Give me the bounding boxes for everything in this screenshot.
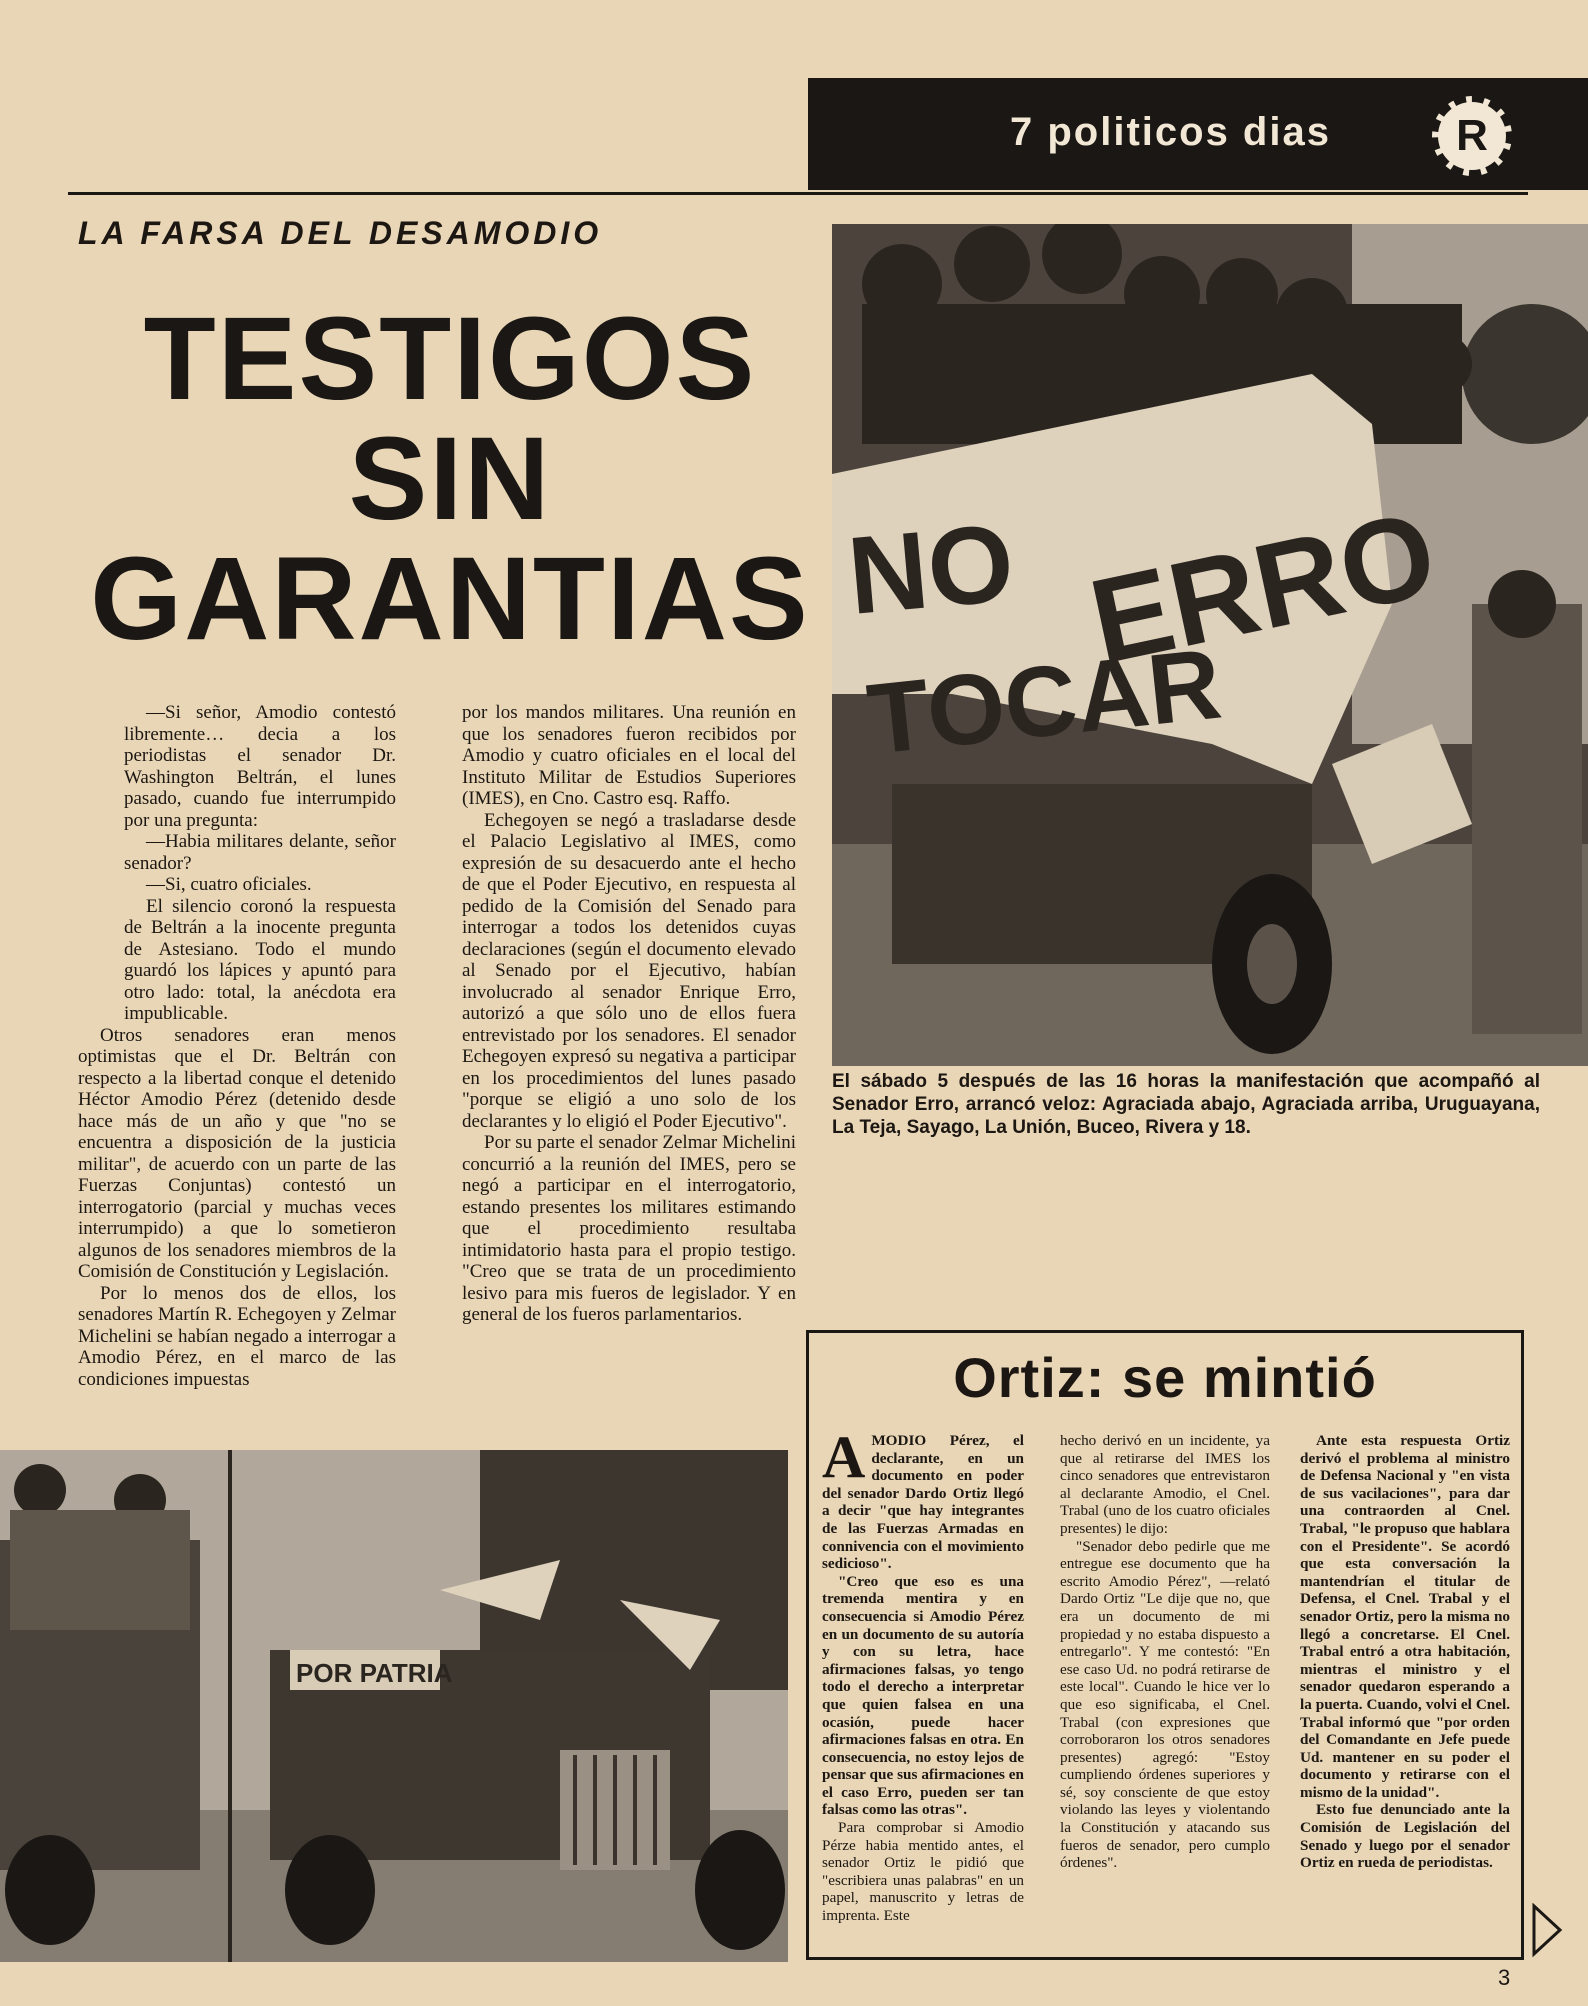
article-column-1 bbox=[78, 702, 396, 1390]
paragraph: El silencio coronó la respuesta de Beltrán a la inocente pregunta de Astesiano. Todo el mundo guardó los lápices y apuntó para otro lado: total, la anécdota era impublicable. bbox=[124, 895, 396, 1024]
paragraph: Por su parte el senador Zelmar Michelini concurrió a la reunión del IMES, pero se negó a participar en el interrogatorio, estando presentes los militares estimando que el procedimiento resultaba intimidatorio hasta para el propio testigo. "Creo que se trata de un procedimiento lesivo para mis fueros de legislador. Y en general de los fueros parlamentarios. bbox=[462, 1132, 796, 1325]
paragraph: hecho derivó en un incidente, ya que al retirarse del IMES los cinco senadores que entrevistaron al declarante Amodio, el Cnel. Trabal (uno de los cuatro oficiales presentes) le dijo: bbox=[1060, 1432, 1270, 1537]
sidebar-column-2 bbox=[1060, 1432, 1270, 1872]
paragraph: Para comprobar si Amodio Pérze habia mentido antes, el senador Ortiz le pidió que "escribiera unas palabras" en un papel, manuscrito y letras de imprenta. Este bbox=[822, 1819, 1024, 1925]
headline-line-3: GARANTIAS bbox=[90, 533, 810, 665]
sidebar-column-3 bbox=[1300, 1432, 1510, 1872]
article-kicker: LA FARSA DEL DESAMODIO bbox=[78, 215, 603, 251]
page-number: 3 bbox=[1498, 1965, 1511, 1990]
paragraph: "Creo que eso es una tremenda mentira y en consecuencia si Amodio Pérez en un documento de su autoría y con su letra, hace afirmaciones falsas, yo tengo todo el derecho a interpretar que quien falsea en una ocasión, puede hacer afirmaciones falsas en otra. En consecuencia, no estoy lejos de pensar que sus afirmaciones en el caso Erro, pueden ser tan falsas como las otras". bbox=[822, 1572, 1024, 1819]
article-headline bbox=[60, 293, 840, 665]
sidebar-column-1 bbox=[822, 1424, 1024, 1925]
paragraph: Echegoyen se negó a trasladarse desde el Palacio Legislativo al IMES, como expresión de su desacuerdo ante el hecho de que el Poder Ejecutivo, en respuesta al pedido de la Comisión del Senado para interrogar a todos los detenidos cuyas declaraciones (según el documento elevado al Senado por el Ejecutivo, habían involucrado al senador Enrique Erro, autorizó a que sólo uno de ellos fuera entrevistado por los senadores. El senador Echegoyen expresó su negativa a participar en los procedimientos del lunes pasado "porque se eligió a uno solo de los declarantes y lo eligió el Poder Ejecutivo". bbox=[462, 809, 796, 1132]
header-rule bbox=[68, 192, 1528, 195]
protest-truck-photo bbox=[832, 224, 1588, 1066]
caravan-trucks-photo bbox=[0, 1450, 788, 1962]
photo-caption: El sábado 5 después de las 16 horas la manifestación que acompañó al Senador Erro, arrancó veloz: Agraciada abajo, Agraciada arriba, Uruguayana, La Teja, Sayago, La Unión, Buceo, Rivera y 18. bbox=[832, 1071, 1540, 1138]
paragraph: por los mandos militares. Una reunión en que los senadores fueron recibidos por Amodio y cuatro oficiales en el local del Instituto Militar de Estudios Superiores (IMES), en Cno. Castro esq. Raffo. bbox=[462, 702, 796, 809]
paragraph: —Si, cuatro oficiales. bbox=[146, 874, 312, 895]
paragraph: Ante esta respuesta Ortiz derivó el problema al ministro de Defensa Nacional y "en vista de sus vacilaciones", para dar una contraorden al Cnel. Trabal, "le propuso que hablara con el Presidente". Se acordó que esta conversación la mantendrían el titular de Defensa, el Cnel. Trabal y el senador Ortiz, pero la misma no llegó a concretarse. El Cnel. Trabal entró a otra habitación, mientras el ministro y el senador quedaron esperando a la puerta. Cuando, volvi el Cnel. Trabal informó que "por orden del Comandante en Jefe puede Ud. mantener en su poder el documento y retirarse con el mismo de la unidad". bbox=[1300, 1432, 1510, 1801]
banner-word-no: NO bbox=[843, 500, 1019, 638]
banner-word-erro: ERRO bbox=[1079, 486, 1447, 690]
headline-line-2: SIN bbox=[348, 413, 552, 545]
paragraph: —Si señor, Amodio contestó libremente… decia a los periodistas el senador Dr. Washington Beltrán, el lunes pasado, cuando fue interrumpido por una pregunta: bbox=[124, 702, 396, 831]
headline-line-1: TESTIGOS bbox=[143, 293, 757, 425]
lead-text: MODIO Pérez, el declarante, en un documento en poder del senador Dardo Ortiz llegó a decir "que hay integrantes de las Fuerzas Armadas en connivencia con el movimiento sedicioso". bbox=[822, 1432, 1024, 1573]
continue-arrow-icon bbox=[1530, 1902, 1564, 1963]
paragraph: "Senador debo pedirle que me entregue ese documento que ha escrito Amodio Pérez", —relató Dardo Ortiz "Le dije que no, que era un documento de mi propiedad y no estaba dispuesto a entregarlo". Y me contestó: "En ese caso Ud. no podrá retirarse de este local". Cuando le hice ver lo que eso significaba, el Cnel. Trabal (con expresiones que corroboraron los otros senadores presentes) agregó: "Estoy cumpliendo órdenes superiores y sé, soy consciente de que estoy violando las leyes y violentando la Constitución y atacando sus fueros de senador, pero cumplo órdenes". bbox=[1060, 1537, 1270, 1872]
drop-cap: A bbox=[822, 1424, 866, 1490]
paragraph: Otros senadores eran menos optimistas que el Dr. Beltrán con respecto a la libertad conque el detenido Héctor Amodio Pérez (detenido desde hace más de un año y que "no se encuentra a disposición de la justicia militar", de acuerdo con un parte de las Fuerzas Conjuntas) contestó un interrogatorio (parcial y muchas veces interrumpido) a que lo sometieron algunos de los senadores miembros de la Comisión de Constitución y Legislación. bbox=[78, 1024, 396, 1282]
paragraph bbox=[822, 1424, 1024, 1573]
magazine-logo: R bbox=[1432, 96, 1512, 176]
banner-word-tocar: TOCAR bbox=[862, 627, 1227, 776]
article-column-2 bbox=[462, 702, 796, 1326]
sidebar-title: Ortiz: se mintió bbox=[953, 1346, 1377, 1409]
paragraph: —Habia militares delante, señor senador? bbox=[124, 831, 396, 874]
paragraph: Por lo menos dos de ellos, los senadores Martín R. Echegoyen y Zelmar Michelini se habían negado a interrogar a Amodio Pérez, en el marco de las condiciones impuestas bbox=[78, 1282, 396, 1390]
truck-banner-text: POR PATRIA bbox=[296, 1658, 453, 1688]
paragraph: Esto fue denunciado ante la Comisión de Legislación del Senado y luego por el senador Ortiz en rueda de periodistas. bbox=[1300, 1801, 1510, 1872]
section-label: 7 politicos dias bbox=[1010, 110, 1331, 154]
